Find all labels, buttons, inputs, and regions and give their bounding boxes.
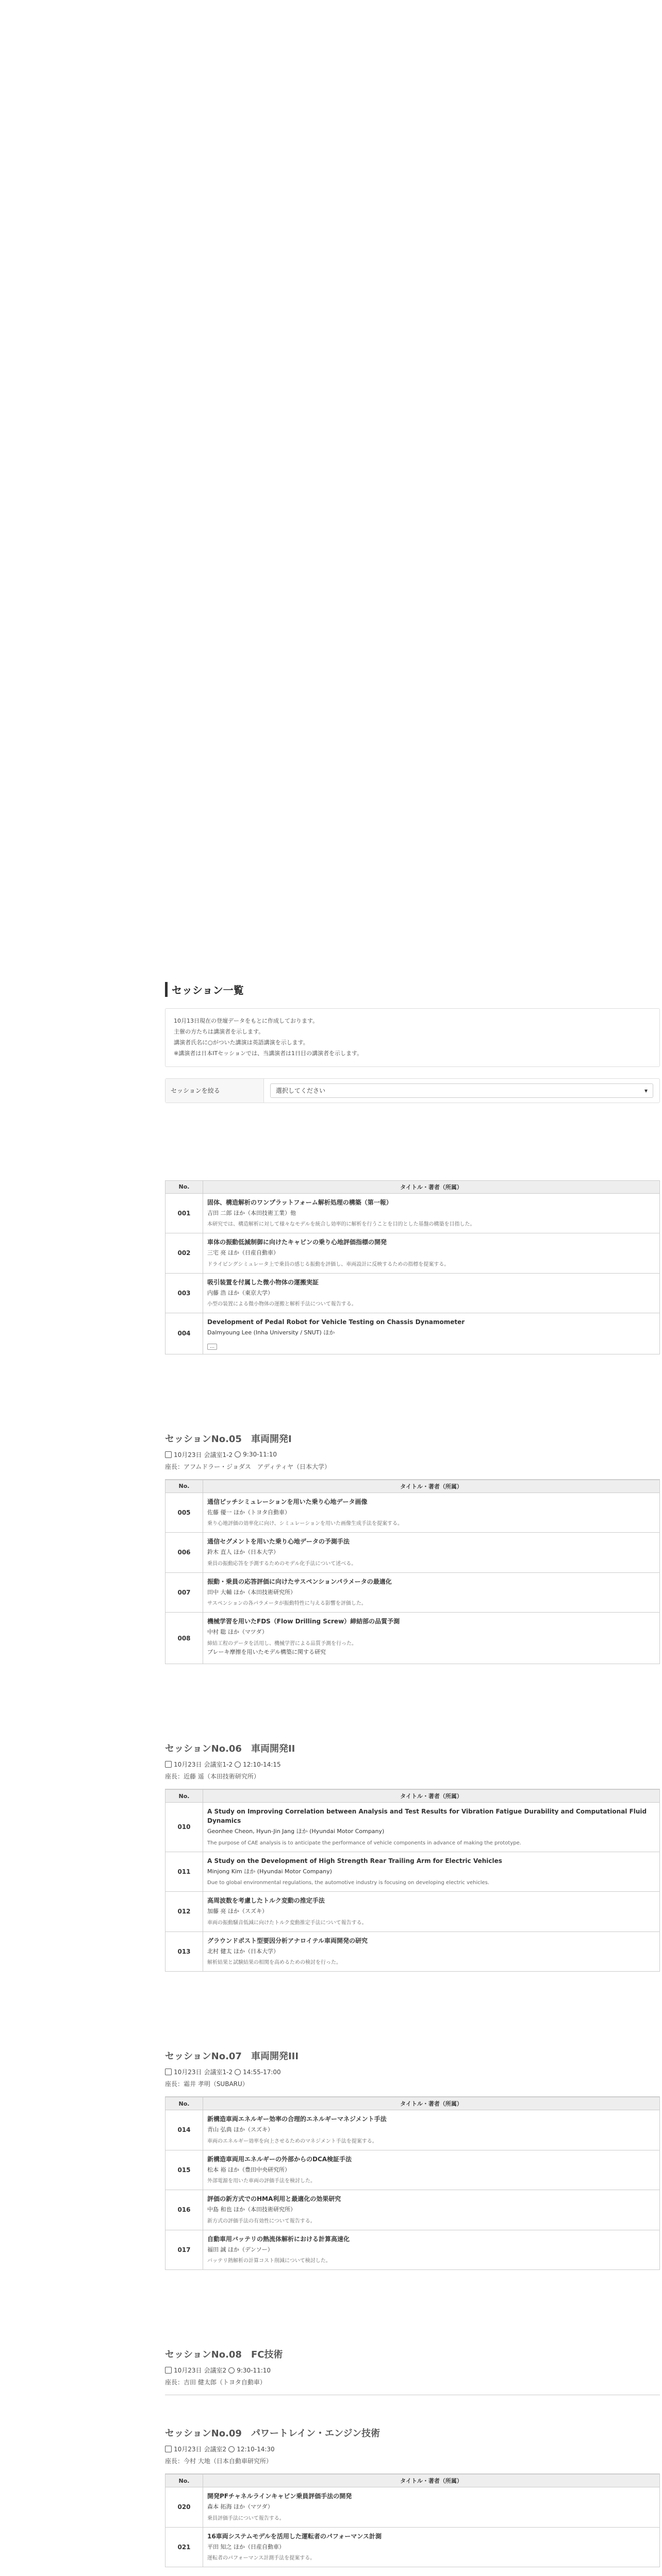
table-row [166,1493,660,1533]
session-filter [165,1078,660,1103]
session-room: 会議室1-2 [204,1761,233,1769]
session-chair: 座長：近藤 遥（本田技術研究所） [165,1773,260,1781]
session-title: セッションNo.09 パワートレイン・エンジン技術 [165,2428,380,2439]
session-header [165,1741,660,1789]
paper-abstract: 車両のエネルギー効率を向上させるためのマネジメント手法を提案する。 [207,2138,377,2144]
row-no: 015 [166,2150,203,2190]
session-date: 10月23日 [174,1451,202,1459]
row-no: 013 [166,1931,203,1972]
paper-title[interactable]: 16車両システムモデルを活用した運転者のパフォーマンス計測 [207,2532,382,2540]
paper-abstract: 乗り心地評価の効率化に向け、シミュレーションを用いた画像生成手法を提案する。 [207,1521,403,1527]
paper-authors: 中村 聡 ほか（マツダ） [207,1629,268,1636]
col-title: タイトル・著者（所属） [203,1480,660,1493]
paper-authors: 田中 大輔 ほか（本田技術研究所） [207,1588,296,1596]
table-row [166,1613,660,1664]
table-row [166,1931,660,1972]
col-title: タイトル・著者（所属） [203,1180,660,1193]
paper-authors: 福田 誠 ほか（デンソー） [207,2246,273,2253]
paper-title[interactable]: A Study on the Development of High Strength Rear Trailing Arm for Electric Vehicles [207,1857,502,1865]
session-datetime [165,2067,660,2076]
paper-authors: Geonhee Cheon, Hyun-Jin Jang ほか (Hyundai Motor Company) [207,1828,385,1835]
row-no: 007 [166,1572,203,1613]
session-chair: 座長：霜井 孝明（SUBARU） [165,2080,249,2088]
filter-label: セッションを絞る [166,1079,264,1103]
row-no: 003 [166,1273,203,1313]
notice-line: 主催の方たちは講演者を示します。 [174,1028,264,1035]
clock-icon [235,2069,241,2075]
paper-authors: 北村 健太 ほか（日本大学） [207,1947,279,1955]
paper-authors: 中島 和也 ほか（本田技術研究所） [207,2206,296,2213]
calendar-icon [165,2446,172,2452]
clock-icon [235,1451,241,1458]
paper-title[interactable]: 振動・乗員の応答評価に向けたサスペンションパラメータの最適化 [207,1578,392,1585]
page-title: セッション一覧 [165,982,660,997]
paper-title[interactable]: 通信セグメントを用いた乗り心地データの予測手法 [207,1538,350,1546]
paper-abstract: 乗員の振動応答を予測するためのモデル化手法について述べる。 [207,1561,357,1567]
table-row [166,1193,660,1233]
session-date: 10月23日 [174,2367,202,2375]
paper-title[interactable]: 吸引装置を付属した微小物体の運搬実証 [207,1278,319,1286]
paper-authors: 森本 拓海 ほか（マツダ） [207,2503,273,2511]
paper-authors: 佐藤 優一 ほか（トヨタ自動車） [207,1509,290,1516]
paper-abstract: 解析結果と試験結果の相関を高めるための検討を行った。 [207,1960,341,1966]
paper-abstract: サスペンションの各パラメータが振動特性に与える影響を評価した。 [207,1601,367,1607]
paper-authors: 青山 弘典 ほか（スズキ） [207,2126,273,2133]
paper-title[interactable]: 自動車用バッテリの熱流体解析における計算高速化 [207,2235,350,2243]
session-block [165,1180,660,1354]
session-datetime [165,1760,660,1769]
notice-box [165,1008,660,1067]
session-room: 会議室1-2 [204,1451,233,1459]
paper-title[interactable]: Development of Pedal Robot for Vehicle Testing on Chassis Dynamometer [207,1318,465,1326]
session-title: セッションNo.08 FC技術 [165,2349,283,2361]
session-title: セッションNo.07 車両開発III [165,2051,299,2062]
row-no: 012 [166,1892,203,1932]
session-footer-note: ブレーキ摩擦を用いたモデル構築に関する研究 [207,1648,326,1655]
session-chair: 座長：アフムドラー・ジョダス アディティヤ（日本大学） [165,1463,331,1470]
table-row [166,1572,660,1613]
session-header [165,2049,660,2097]
paper-authors: 三宅 亮 ほか（日産自動車） [207,1249,279,1257]
paper-abstract: 小型の装置による微小物体の運搬と解析手法について報告する。 [207,1301,357,1308]
table-row [166,1273,660,1313]
table-row [166,1852,660,1892]
table-row [166,2110,660,2150]
paper-title[interactable]: A Study on Improving Correlation between Analysis and Test Results for Vibration Fatigue Durability and Computational Fluid Dynamics [207,1808,647,1825]
session-date: 10月23日 [174,2446,202,2453]
session-header [165,2347,660,2395]
paper-title[interactable]: 新構造車両エネルギー効率の合理的エネルギーマネジメント手法 [207,2115,387,2123]
session-datetime [165,2445,660,2453]
paper-abstract: 新方式の評価手法の有効性について報告する。 [207,2218,316,2224]
paper-title[interactable]: グラウンドポスト型要因分析アナロイテル車両開発の研究 [207,1937,368,1944]
paper-title[interactable]: 新構造車両用エネルギーの外部からのDCA検証手法 [207,2155,352,2163]
session-table [165,1180,660,1354]
row-no: 001 [166,1193,203,1233]
col-title: タイトル・著者（所属） [203,2475,660,2487]
row-no: 020 [166,2487,203,2528]
paper-abstract: バッテリ熱解析の計算コスト削減について検討した。 [207,2258,331,2264]
table-row [166,1803,660,1852]
table-row [166,2527,660,2567]
clock-icon [235,1761,241,1768]
session-block [165,2049,660,2270]
row-no: 021 [166,2527,203,2567]
col-no: No. [166,2475,203,2487]
session-block [165,1741,660,1972]
col-no: No. [166,1790,203,1803]
paper-abstract: 外部電源を用いた車両の評価手法を検討した。 [207,2178,316,2184]
session-time: 9:30-11:10 [243,1451,277,1459]
col-no: No. [166,1180,203,1193]
row-no: 006 [166,1533,203,1573]
paper-abstract: Due to global environmental regulations, the automotive industry is focusing on developing electric vehicles. [207,1880,490,1886]
col-title: タイトル・著者（所属） [203,2097,660,2110]
session-header [165,2426,660,2474]
row-no: 008 [166,1613,203,1664]
table-row [166,2190,660,2230]
paper-authors: 鈴木 直人 ほか（日本大学） [207,1549,279,1556]
session-datetime [165,2366,660,2375]
paper-title[interactable]: 機械学習を用いたFDS（Flow Drilling Screw）締結部の品質予測 [207,1618,400,1625]
paper-authors: 平田 知之 ほか（日産自動車） [207,2543,285,2550]
table-row [166,1892,660,1932]
session-time: 12:10-14:30 [237,2445,275,2453]
session-block [165,1432,660,1665]
session-table [165,2474,660,2567]
table-row [166,1533,660,1573]
paper-title[interactable]: 高周波数を考慮したトルク変動の推定手法 [207,1897,325,1905]
row-no: 017 [166,2230,203,2270]
session-room: 会議室2 [204,2446,227,2453]
notice-line: ※講演者は日本ITセッションでは、当講演者は1日目の講演者を示します。 [174,1049,363,1057]
session-date: 10月23日 [174,1761,202,1769]
table-row [166,2230,660,2270]
paper-abstract: 車両の振動騒音低減に向けたトルク変動推定手法について報告する。 [207,1920,367,1926]
calendar-icon [165,2069,172,2075]
row-no: 011 [166,1852,203,1892]
session-time: 9:30-11:10 [237,2366,271,2374]
session-time: 12:10-14:15 [243,1760,281,1768]
row-no: 005 [166,1493,203,1533]
session-room: 会議室1-2 [204,2069,233,2076]
notice-line: 講演者氏名に○がついた講演は英語講演を示します。 [174,1039,309,1046]
session-chair: 座長：吉田 健太郎（トヨタ自動車） [165,2379,266,2386]
paper-authors: 松本 裕 ほか（豊田中央研究所） [207,2166,290,2173]
paper-abstract: ドライビングシミュレータ上で乗員の感じる振動を評価し、車両設計に反映するための指標を提案する。 [207,1261,450,1267]
row-no: 010 [166,1803,203,1852]
paper-abstract: 運転者のパフォーマンス計測手法を提案する。 [207,2555,316,2562]
paper-authors: 吉田 二郎 ほか（本田技術工業）他 [207,1209,296,1216]
session-table [165,1480,660,1665]
col-title: タイトル・著者（所属） [203,1790,660,1803]
session-block [165,2347,660,2395]
calendar-icon [165,1451,172,1458]
paper-authors: 加藤 亮 ほか（スズキ） [207,1908,268,1915]
row-no: 002 [166,1233,203,1274]
session-title: セッションNo.06 車両開発II [165,1743,295,1755]
select-placeholder: 選択してください [276,1087,326,1095]
row-no: 016 [166,2190,203,2230]
clock-icon [228,2446,235,2452]
row-no: 004 [166,1313,203,1354]
session-date: 10月23日 [174,2069,202,2076]
notice-line: 10月13日現在の登壇データをもとに作成しております。 [174,1018,319,1024]
session-chair: 座長：今村 大地（日本自動車研究所） [165,2458,272,2465]
calendar-icon [165,2367,172,2374]
paper-abstract: 乗員評価手法について報告する。 [207,2515,285,2521]
session-select[interactable] [270,1083,653,1098]
session-block [165,2426,660,2567]
table-row [166,2487,660,2528]
session-datetime [165,1450,660,1459]
table-row [166,2150,660,2190]
paper-abstract: The purpose of CAE analysis is to anticipate the performance of vehicle components in advance of making the prototype. [207,1840,521,1846]
paper-title[interactable]: 開発PFチャネルラインキャビン乗員評価手法の開発 [207,2493,352,2500]
paper-abstract: 本研究では、構造解析に対して様々なモデルを統合し効率的に解析を行うことを目的とした基盤の構築を目指した。 [207,1222,475,1228]
paper-abstract: 締結工程のデータを活用し、機械学習による品質予測を行った。 [207,1640,357,1647]
paper-title[interactable]: 車体の振動低減制御に向けたキャビンの乗り心地評価指標の開発 [207,1239,387,1246]
main-content [165,982,660,2567]
col-no: No. [166,1480,203,1493]
paper-authors: Minjong Kim ほか (Hyundai Motor Company) [207,1868,332,1875]
session-header [165,1432,660,1480]
chevron-down-icon: ▾ [644,1087,648,1094]
col-no: No. [166,2097,203,2110]
paper-title[interactable]: 通信ピッチシミュレーションを用いた乗り心地データ画像 [207,1498,368,1505]
row-no: 014 [166,2110,203,2150]
session-table [165,2097,660,2270]
paper-authors: Dalmyoung Lee (Inha University / SNUT) ほか [207,1329,335,1336]
session-table [165,1789,660,1972]
more-button[interactable]: … [207,1344,217,1350]
paper-title[interactable]: 固体、構造解析のワンプラットフォーム解析処理の構築（第一報） [207,1198,392,1206]
calendar-icon [165,1761,172,1768]
session-title: セッションNo.05 車両開発I [165,1433,292,1445]
session-time: 14:55-17:00 [243,2068,281,2076]
paper-authors: 内藤 浩 ほか（東京大学） [207,1289,273,1296]
paper-title[interactable]: 評価の新方式でのHMA利用と最適化の効果研究 [207,2195,341,2203]
session-room: 会議室2 [204,2367,227,2375]
clock-icon [228,2367,235,2374]
top-blank-area [0,0,662,982]
table-row [166,1313,660,1354]
table-row [166,1233,660,1274]
